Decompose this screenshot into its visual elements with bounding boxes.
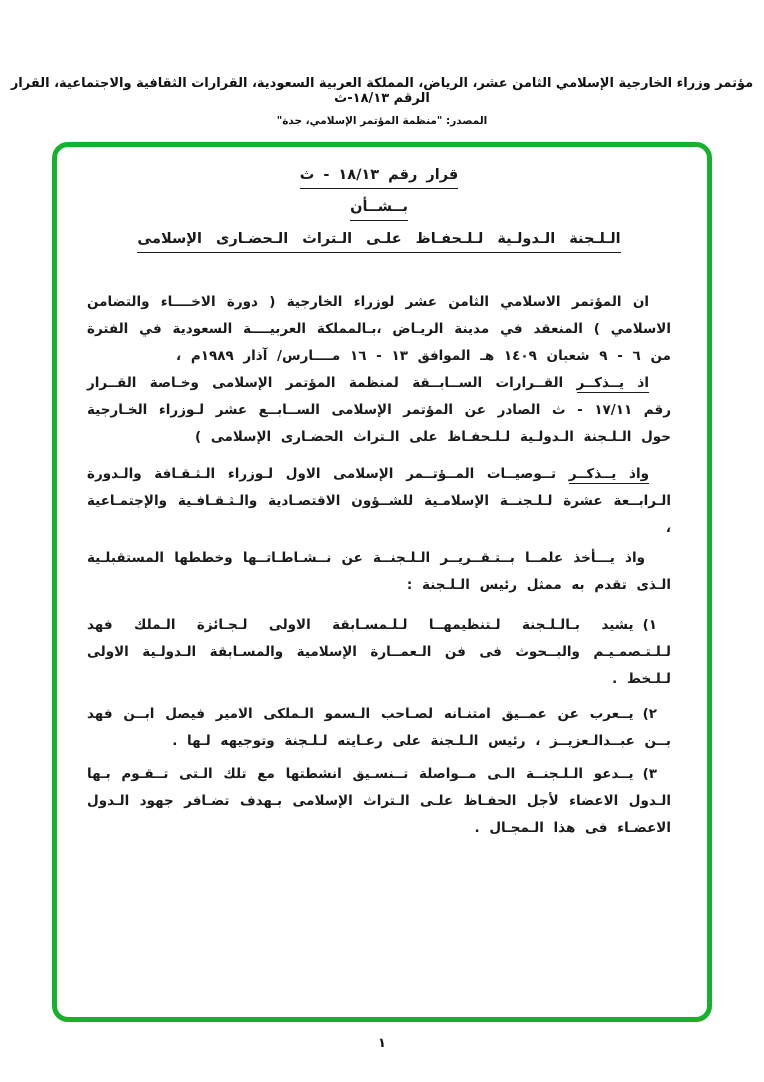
recital-lead-phrase: واذ يــذكــر (568, 466, 649, 482)
resolution-item-1: ١)يشيد بـالـلـجنة لـتنظيمهــا لـلـمسـابقة الاولى لـجـائزة الـملك فهد لـلـتـصمـيـم والبــحوث فى فن الـعمــارة الإسلامية والمسـابقة الـدولـية الاولى لـلـخط . (87, 617, 671, 687)
citation-source: المصدر: "منظمة المؤتمر الإسلامي، جدة" (276, 115, 488, 127)
citation-header (0, 76, 764, 127)
decree-subject: الـلـجنة الـدولـية لـلـحفـاظ علـى الـتراث الـحضـارى الإسلامى (87, 229, 671, 253)
report-paragraph: واذ يـــأخذ علمــا بــتـقــريــر الـلـجنــة عن نــشـاطـاتــها وخططها المستقبلـية الـذى تقدم به ممثل رئيس الـلـجنة : (87, 550, 671, 593)
recital-paragraph-2: واذ يــذكــر تــوصيــات المــؤتــمر الإسلامى الاول لـوزراء الـثـقـافة والـدورة الـرابــعة عشرة لـلـجنــة الإسلامـية للشــؤون الاقتصـادية والـثـقـافـية والإجتمـاعية ، (87, 466, 671, 536)
preamble-paragraph: ان المؤتمر الاسلامي الثامن عشر لوزراء الخارجية ( دورة الاخــــاء والتضامن الاسلامي ) المنعقد في مدينة الريـاض ،بـالمملكة العربيــــة السعودية في الفترة من ٦ - ٩ شعبان ١٤٠٩ هـ الموافق ١٣ - ١٦ مــــارس/ آذار ١٩٨٩م ، (87, 294, 671, 364)
recital-paragraph-1: اذ يــذكــر القــرارات الســابــقة لمنظمة المؤتمر الإسلامى وخـاصة القــرار رقم ١٧/١١ - ث الصادر عن المؤتمر الإسلامى الســابــع عشر لـوزراء الخـارجية حول الـلـجنة الـدولـية لـلـحفـاظ على الـتراث الحضـارى الإسلامى ) (87, 375, 671, 445)
decree-title-block (87, 165, 671, 253)
decree-body (87, 289, 671, 842)
item-number: ١) (642, 617, 657, 633)
decree-frame (52, 142, 712, 1022)
resolution-item-3: ٣)يــدعو الـلـجنــة الـى مــواصلة تــنسـيق انشطتها مع تلك الـتى تــقـوم بـها الـدول الاعضاء لأجل الحفـاظ علـى الـتراث الإسلامى بـهدف تضـافر جهود الـدول الاعضـاء فى هذا الـمجـال . (87, 766, 671, 836)
citation-title: مؤتمر وزراء الخارجية الإسلامي الثامن عشر، الرياض، المملكة العربية السعودية، القرارات الثقافية والاجتماعية، القرار الرقم ١٨/١٣-ث (10, 76, 754, 106)
recital-lead-phrase: اذ يــذكــر (576, 375, 649, 391)
resolution-item-2: ٢)يــعرب عن عمــيق امتنـانه لصـاحب الـسمو الـملكى الامير فيصل ابــن فهد بــن عبــدالـعزيــز ، رئيس الـلـجنة على رعـايته لـلـجنة وتوجيهه لـها . (87, 706, 671, 749)
item-number: ٣) (642, 766, 657, 782)
decree-regarding: بــشــأن (87, 197, 671, 221)
page-number: ١ (378, 1036, 386, 1051)
decree-number: قرار رقم ١٨/١٣ - ث (87, 165, 671, 189)
item-number: ٢) (642, 706, 657, 722)
